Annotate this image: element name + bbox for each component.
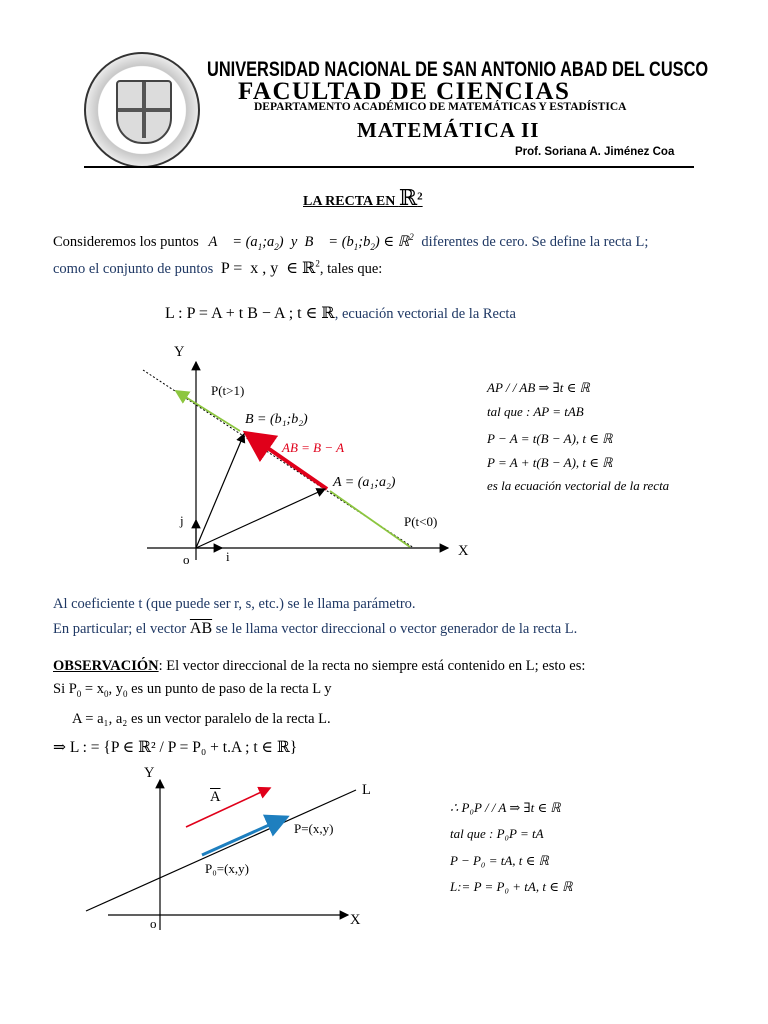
b-label: B = (b₁;b₂) (245, 412, 308, 427)
point-p0-label: P₀=(x,y) (205, 861, 250, 876)
explanation2-line2: tal que : P₀P = tA (450, 826, 544, 841)
explanation2-line3: P − P₀ = tA, t ∈ ℝ (450, 853, 549, 868)
course-title: MATEMÁTICA II (357, 118, 540, 142)
explanation1-line3: P − A = t(B − A), t ∈ ℝ (487, 431, 613, 446)
point-p-label: P=(x,y) (294, 821, 334, 836)
a-label: A = (a₁;a₂) (333, 475, 396, 490)
diagram2-origin: o (150, 916, 157, 931)
line-L-label: L (362, 782, 371, 798)
intro-line-1: Consideremos los puntos A⃗ = $(a_1;a_2)$ y B⃗ = $(b_1;b_2)$ ∈ ℝ$^2$ diferentes de cero. Se define la recta L; (53, 232, 649, 252)
explanation1-line2: tal que : AP = tAB (487, 404, 584, 419)
vector-a-label: $\overline{A}$ (210, 789, 221, 805)
vector-equation: L : P = A + t B − A ; t ∈ ℝ, ecuación vectorial de la Recta (165, 305, 516, 322)
p-t-gt-1-label: P(t>1) (211, 383, 245, 398)
unit-j-label: j (180, 513, 184, 528)
param-line-2: En particular; el vector $\overline{AB}$ se le llama vector direccional o vector generador de la recta L. (53, 620, 578, 637)
param-line-1: Al coeficiente t (que puede ser r, s, etc.) se le llama parámetro. (53, 596, 416, 612)
diagram1-origin: o (183, 552, 190, 567)
line-L (86, 790, 356, 911)
line-set-definition: ⇒ L : = {P ∈ ℝ² / P = P₀ + t.A ; t ∈ ℝ} (53, 739, 298, 756)
explanation1-line5: es la ecuación vectorial de la recta (487, 478, 670, 493)
explanation2-line1: ∴ P₀P / / A ⇒ ∃t ∈ ℝ (450, 800, 561, 815)
page-title: LA RECTA EN ℝ$^2$ (303, 186, 423, 211)
diagram2-x-label: X (350, 912, 361, 928)
diagram1-y-label: Y (174, 344, 185, 360)
diagram1-x-label: X (458, 543, 469, 559)
observation-line: OBSERVACIÓN: El vector direccional de la recta no siempre está contenido en L; esto es: (53, 658, 586, 674)
observation-a-line: A = a₁, a₂ es un vector paralelo de la recta L. (72, 711, 331, 727)
diagram2-y-label: Y (144, 765, 155, 781)
vector-a-red (186, 788, 270, 827)
unit-i-label: i (226, 549, 230, 564)
explanation2-line4: L:= P = P₀ + tA, t ∈ ℝ (450, 879, 573, 894)
department-name: DEPARTAMENTO ACADÉMICO DE MATEMÁTICAS Y ESTADÍSTICA (254, 101, 627, 113)
observation-si-line: Si $P_0 = x_0$, $y_0$ es un punto de paso de la recta L y (53, 681, 332, 699)
explanation1-line1: AP / / AB ⇒ ∃t ∈ ℝ (487, 380, 590, 395)
vector-p0p-blue (202, 817, 287, 855)
ab-label: AB = B − A (282, 440, 345, 455)
intro-line-2: como el conjunto de puntos P = x , y ∈ ℝ$^2$, tales que: (53, 258, 383, 277)
p-t-lt-0-label: P(t<0) (404, 514, 438, 529)
professor-name: Prof. Soriana A. Jiménez Coa (515, 146, 675, 158)
explanation1-line4: P = A + t(B − A), t ∈ ℝ (487, 455, 613, 470)
faculty-name: FACULTAD DE CIENCIAS (238, 78, 571, 105)
university-name: UNIVERSIDAD NACIONAL DE SAN ANTONIO ABAD DEL CUSCO (207, 58, 709, 81)
